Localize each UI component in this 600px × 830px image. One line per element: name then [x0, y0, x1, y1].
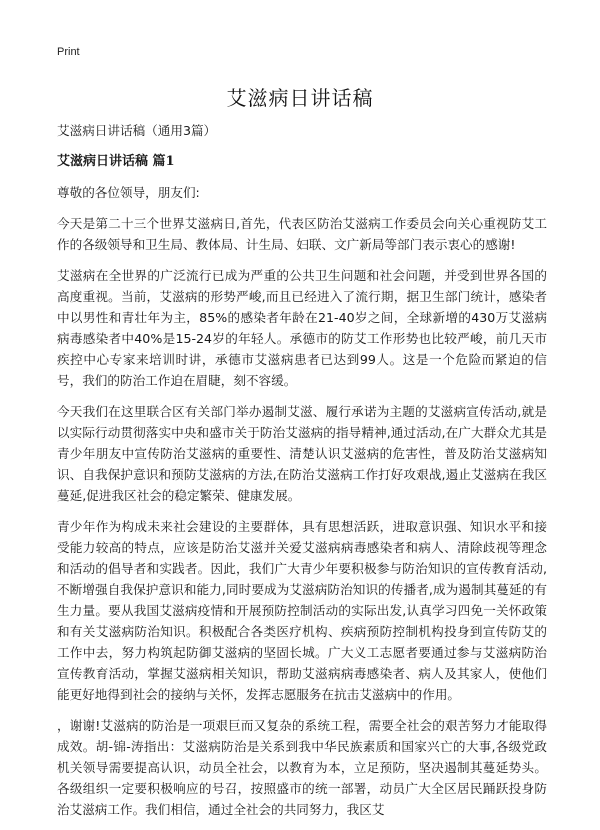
document-subtitle: 艾滋病日讲话稿（通用3篇）	[57, 123, 217, 138]
paragraph: 青少年作为构成未来社会建设的主要群体，具有思想活跃，进取意识强、知识水平和接受能力较高的特点，应该是防治艾滋并关爱艾滋病病毒感染者和病人、清除歧视等理念和活动的倡导者和实践者。因此，我们广大青少年要积极参与防治知识的宣传教育活动,不断增强自我保护意识和能力,同时要成为艾滋病防治知识的传播者,成为遏制其蔓延的有生力量。要从我国艾滋病疫情和开展预防控制活动的实际出发,认真学习四免一关怀政策和有关艾滋病防治知识。积极配合各类医疗机构、疾病预防控制机构投身到宣传防艾的工作中去，努力构筑起防御艾滋病的坚固长城。广大义工志愿者要通过参与艾滋病防治宣传教育活动，掌握艾滋病相关知识，帮助艾滋病病毒感染者、病人及其家人，使他们能更好地得到社会的接纳与关怀，发挥志愿服务在抗击艾滋病中的作用。	[57, 519, 547, 702]
paragraph: 艾滋病在全世界的广泛流行已成为严重的公共卫生问题和社会问题，并受到世界各国的高度重视。当前，艾滋病的形势严峻,而且已经进入了流行期，据卫生部门统计，感染者中以男性和青壮年为主，85%的感染者年龄在21-40岁之间，全球新增的430万艾滋病病毒感染者中40%是15-24岁的年轻人。承德市的防艾工作形势也比较严峻，前几天市疾控中心专家来培训时讲，承德市艾滋病患者已达到99人。这是一个危险而紧迫的信号，我们的防治工作迫在眉睫，刻不容缓。	[57, 268, 547, 388]
paragraph: 今天是第二十三个世界艾滋病日,首先，代表区防治艾滋病工作委员会向关心重视防艾工作的各级领导和卫生局、教体局、计生局、妇联、文广新局等部门表示衷心的感谢!	[57, 216, 547, 252]
section-heading: 艾滋病日讲话稿 篇1	[57, 154, 175, 169]
print-link[interactable]: Print	[57, 46, 80, 58]
document-title: 艾滋病日讲话稿	[226, 86, 374, 110]
greeting: 尊敬的各位领导，朋友们:	[57, 185, 200, 200]
paragraph: 今天我们在这里联合区有关部门举办遏制艾滋、履行承诺为主题的艾滋病宣传活动,就是以实际行动贯彻落实中央和盛市关于防治艾滋病的指导精神,通过活动,在广大群众尤其是青少年朋友中宣传防治艾滋病的重要性、清楚认识艾滋病的危害性，普及防治艾滋病知识、自我保护意识和预防艾滋病的方法,在防治艾滋病工作打好攻艰战,遏止艾滋病在我区蔓延,促进我区社会的稳定繁荣、健康发展。	[57, 404, 547, 503]
document-body	[57, 120, 547, 830]
paragraph: ，谢谢!艾滋病的防治是一项艰巨而又复杂的系统工程，需要全社会的艰苦努力才能取得成效。胡-锦-涛指出：艾滋病防治是关系到我中华民族素质和国家兴亡的大事,各级党政机关领导需要提高认识，动员全社会，以教育为本，立足预防，坚决遏制其蔓延势头。各级组织一定要积极响应的号召，按照盛市的统一部署，动员广大全区居民踊跃投身防治艾滋病工作。我们相信，通过全社会的共同努力，我区艾	[57, 718, 547, 817]
